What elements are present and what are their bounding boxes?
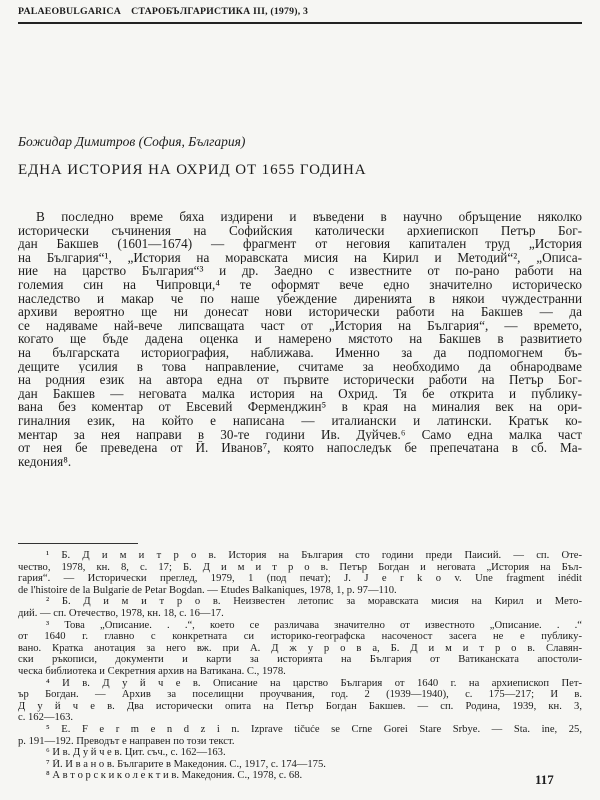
footnote-line: ¹ Б. Д и м и т р о в. История на България сто години преди Паисий. — сп. Оте- (46, 550, 582, 561)
footnote-line: ³ Това „Описание. . .“, което се различава значително от известното „Описание. . .“ (46, 619, 582, 631)
body-line: дан Бакшев — неговата малка история на Охрид. Тя бе открита и публику- (18, 386, 582, 401)
body-line: вана без коментар от Евсевий Ферменджин⁵ в края на миналия век на ори- (18, 400, 582, 414)
body-line: исторически съчинения на Софийския католически архиепископ Петър Бог- (18, 223, 582, 238)
footnote-line: с. 162—163. (18, 712, 74, 724)
footnote-rule (18, 543, 138, 544)
footnote-line: ² Б. Д и м и т р о в. Неизвестен летопис за моравската мисия на Кирил и Мето- (46, 596, 582, 608)
footnote-line: гария“. — Исторически преглед, 1979, 1 (под печат); J. J e r k o v. Une fragment inédit (18, 573, 582, 585)
footnote-line: Д у й ч е в. Два исторически опита на Петър Богдан Бакшев. — сп. Родина, 1939, кн. 3, (18, 700, 582, 712)
body-line: В последно време бяха издирени и въведени в научно обръщение няколко (36, 210, 582, 224)
footnote-line: ⁵ E. F e r m e n d z i n. Izprave tičuće se Crne Gorei Stare Srbye. — Sta. ine, 25, (46, 723, 582, 735)
body-line: от нея бе преведена от Й. Иванов⁷, която напоследък бе препечатана в сб. Ма- (18, 441, 582, 455)
body-line: дещите усилия в това направление, считаме за необходимо да обнародваме (18, 359, 582, 374)
footnote-line: ⁷ Й. И в а н о в. Българите в Македония. С., 1917, с. 174—175. (46, 758, 326, 770)
body-line: ние на царство България“³ и др. Заедно с известните от по-рано работи на (18, 264, 582, 278)
footnote-line: чество, 1978, кн. 8, с. 17; Б. Д и м и т р о в. Петър Богдан и неговата „История на Бъл- (18, 561, 582, 573)
header-rule (18, 22, 582, 24)
footnote-line: вано. Кратка анотация за него вж. при А. Д ж у р о в а, Б. Д и м и т р о в. Славян- (18, 642, 582, 654)
article-body (18, 210, 582, 468)
footnote-line: ⁴ И в. Д у й ч е в. Описание на царство България от 1640 г. на архиепископ Пет- (46, 677, 582, 689)
footnotes (18, 550, 582, 782)
footnote-line: ⁶ И в. Д у й ч е в. Цит. съч., с. 162—163. (46, 747, 226, 759)
footnote-line: от 1640 г. главно с конкретната си историко-географска насоченост засега не е публику- (18, 631, 582, 643)
body-line: кедония⁸. (18, 454, 72, 469)
body-line: на българската историография, наближава. Именно за да подпомогнем бъ- (18, 345, 582, 360)
body-line: архиви вероятно ще ни донесат нови исторически работи на Бакшев — да (18, 305, 582, 319)
footnote-line: дий. — сп. Отечество, 1978, кн. 18, с. 16—17. (18, 607, 224, 619)
running-head (18, 6, 582, 17)
journal-issue-title: СТАРОБЪЛГАРИСТИКА III, (1979), 3 (131, 6, 309, 17)
body-line: ментар за нея направи в 30-те години Ив. Дуйчев.⁶ Само една малка част (18, 427, 582, 442)
body-line: когато ще бъде дадена оценка и намерено мястото на Бакшев в развитието (18, 332, 582, 346)
article-author: Божидар Димитров (София, България) (18, 134, 246, 149)
body-line: гиналния език, на който е написана — италиански и латински. Кратък ко- (18, 413, 582, 428)
page-number: 117 (535, 772, 554, 787)
body-line: се надяваме най-вече липсващата част от „История на България“, — времето, (18, 318, 582, 333)
footnote-line: de l'histoire de la Bulgarie de Petar Bogdan. — Etudes Balkaniques, 1978, 1, p. 97—110. (18, 584, 397, 596)
body-line: големия син на Чипровци,⁴ те оформят вече едно значително историческо (18, 277, 582, 292)
body-line: дан Бакшев (1601—1674) — фрагмент от неговия капитален труд „История (18, 237, 582, 251)
footnote-line: ски ръкописи, документи и карти за историята на България от Ватиканската апостоли- (18, 654, 582, 666)
footnote-line: ⁸ А в т о р с к и к о л е к т и в. Македония. С., 1978, с. 68. (46, 770, 303, 782)
body-line: на родния език на автора една от първите исторически работи на Петър Бог- (18, 373, 582, 387)
footnote-line: ческа библиотека и Секретния архив на Ватикана. С., 1978. (18, 665, 286, 677)
footnote-line: ър Богдан. — Архив за поселищни проучвания, год. 2 (1939—1940), с. 175—217; И в. (18, 689, 582, 701)
body-line: наследство и макар че по наше убеждение дирениятa в някои чуждестранни (18, 291, 582, 306)
footnote-line: р. 191—192. Преводът е направен по този текст. (18, 735, 235, 747)
body-line: на България“¹, „История на моравската мисия на Кирил и Методий“², „Описа- (18, 250, 582, 265)
journal-series: PALAEOBULGARICA (18, 6, 121, 17)
article-title: ЕДНА ИСТОРИЯ НА ОХРИД ОТ 1655 ГОДИНА (18, 162, 367, 178)
